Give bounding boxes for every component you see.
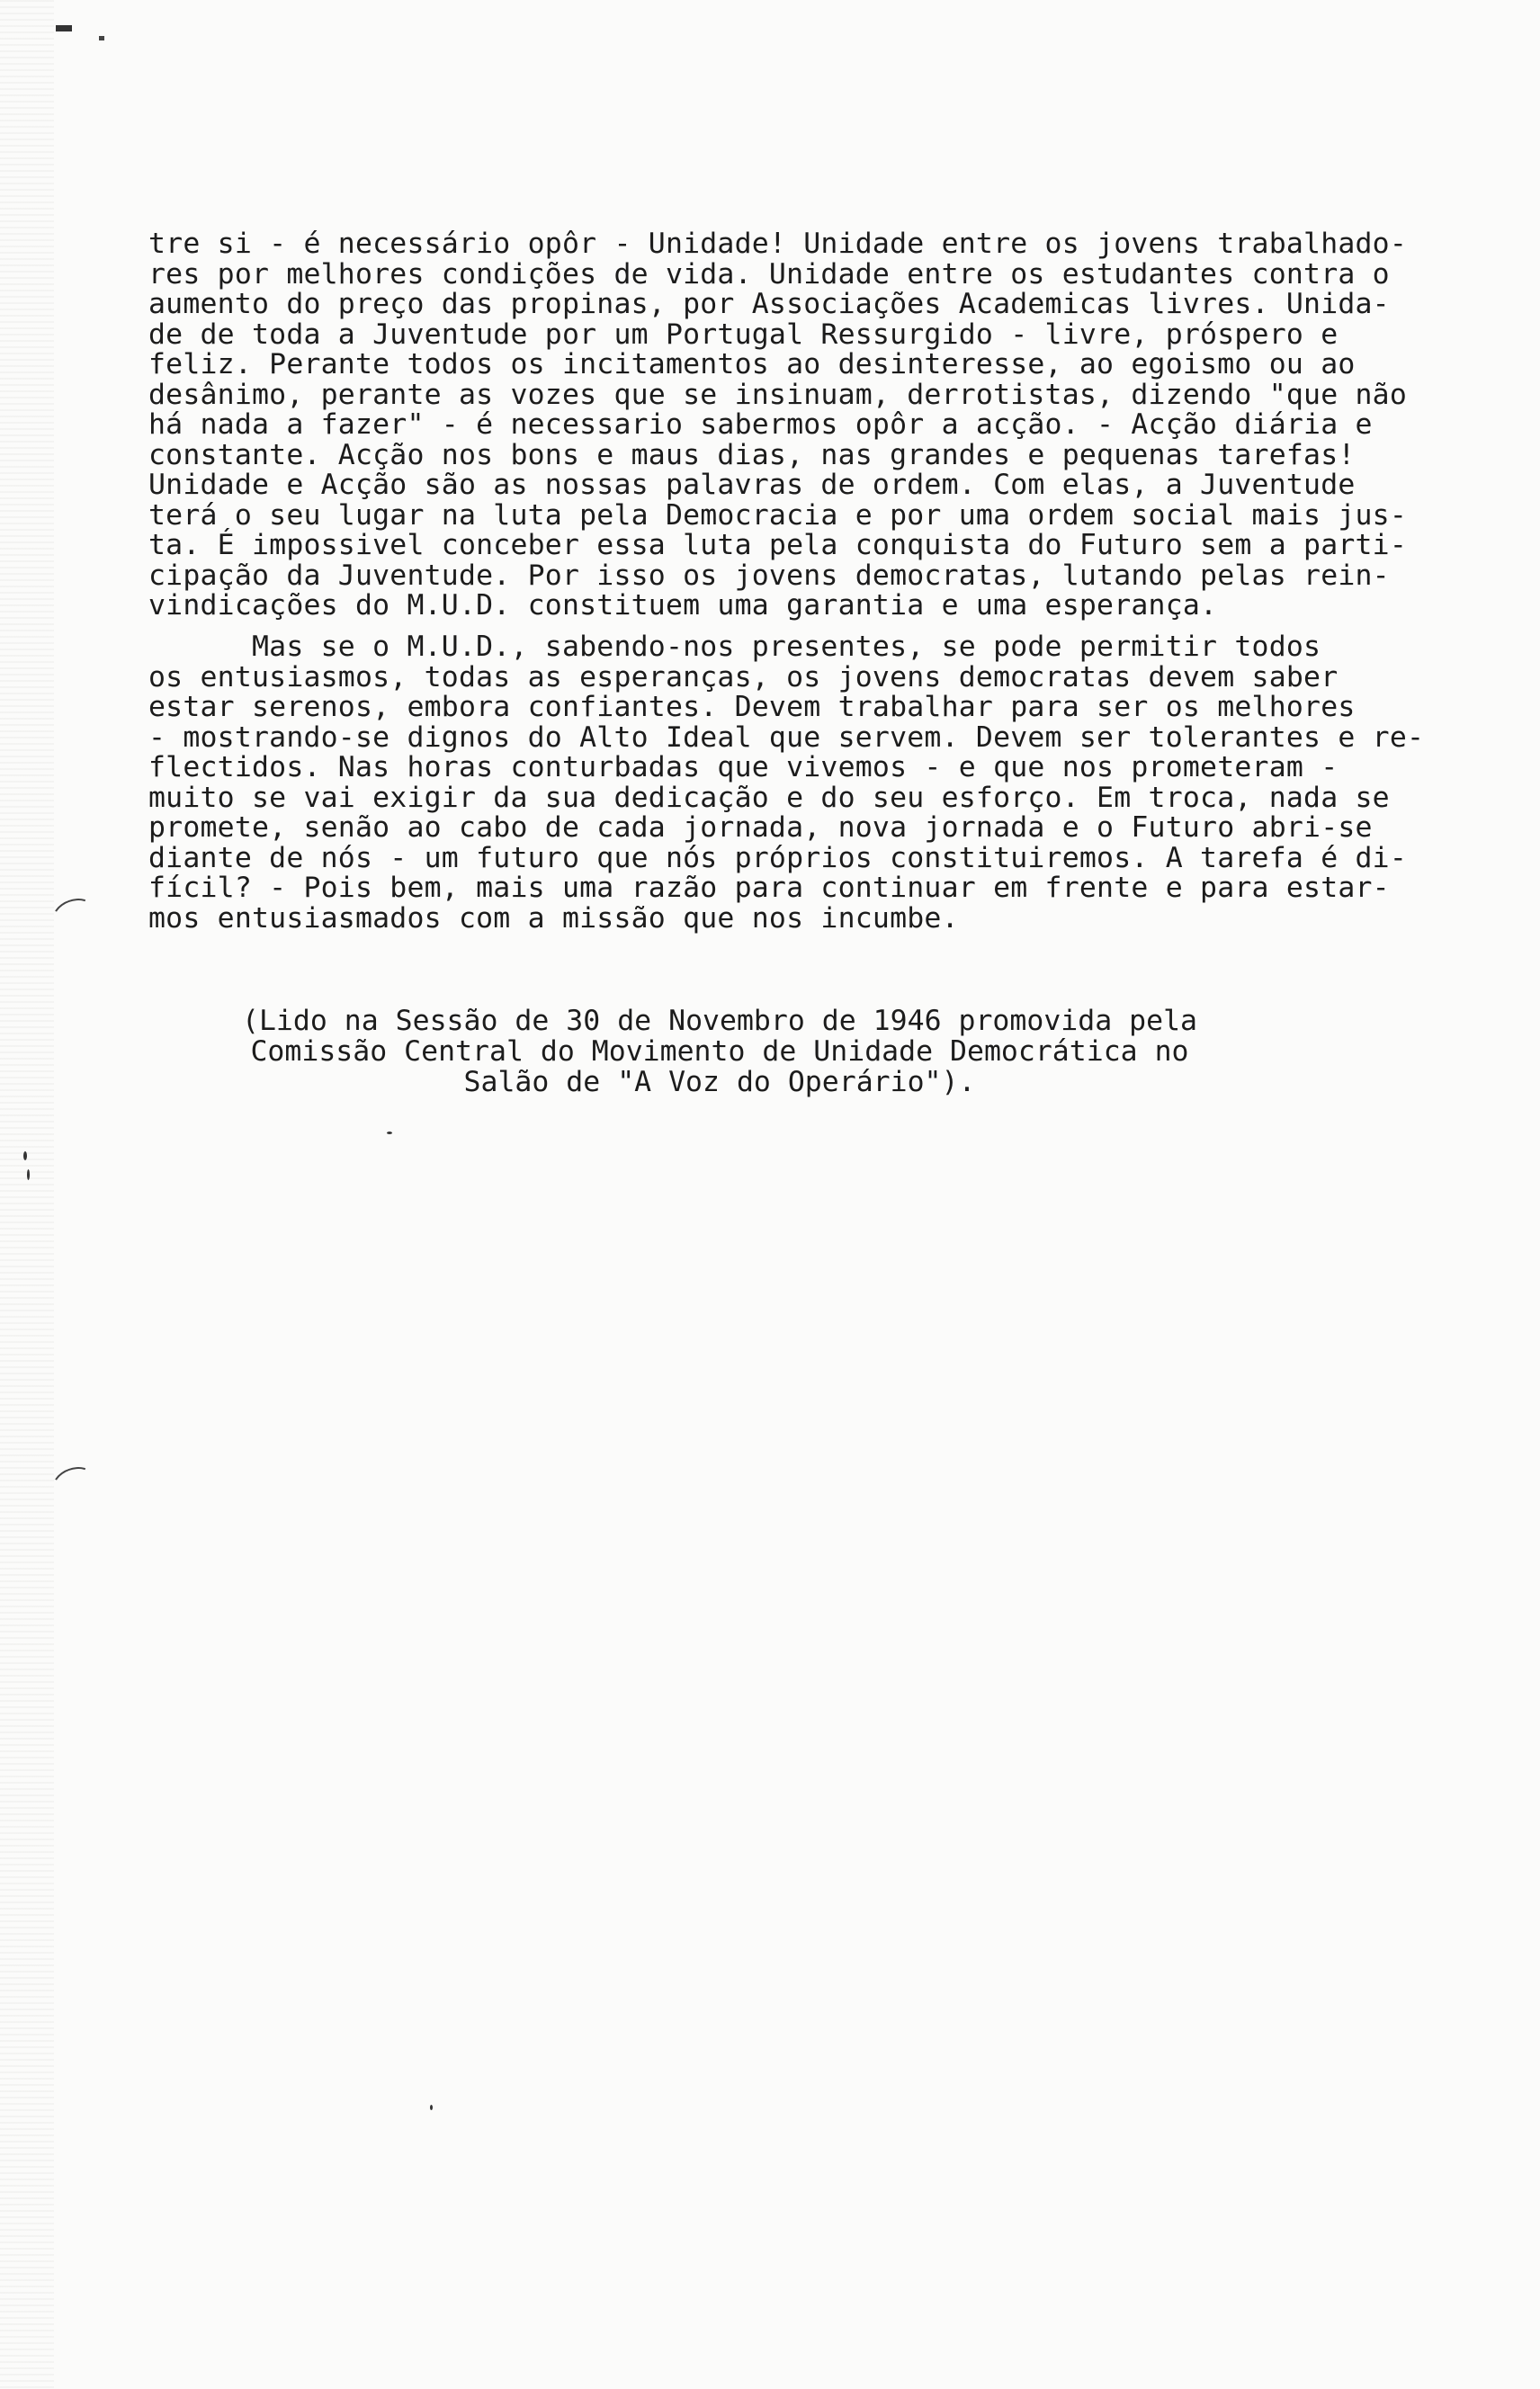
ink-speck <box>27 1169 30 1180</box>
footer-line: Comissão Central do Movimento de Unidade Democrática no <box>250 1035 1189 1068</box>
text-line: fícil? - Pois bem, mais uma razão para continuar em frente e para estar- <box>148 872 1390 904</box>
scan-edge-noise <box>0 0 54 2389</box>
text-line: feliz. Perante todos os incitamentos ao desinteresse, ao egoismo ou ao <box>148 348 1356 380</box>
text-line: diante de nós - um futuro que nós próprios constituiremos. A tarefa é di- <box>148 841 1408 874</box>
text-line: cipação da Juventude. Por isso os jovens democratas, lutando pelas rein- <box>148 559 1390 592</box>
ink-speck <box>387 1132 392 1134</box>
text-line: promete, senão ao cabo de cada jornada, nova jornada e o Futuro abri-se <box>148 811 1373 844</box>
footer-line: Salão de "A Voz do Operário"). <box>463 1066 976 1098</box>
ink-speck <box>23 1151 27 1160</box>
text-line: flectidos. Nas horas conturbadas que vivemos - e que nos prometeram - <box>148 751 1339 783</box>
scan-mark <box>99 36 104 40</box>
text-line: res por melhores condições de vida. Unidade entre os estudantes contra o <box>148 257 1390 291</box>
punch-hole-mark <box>49 1462 100 1505</box>
footer-line: (Lido na Sessão de 30 de Novembro de 1946 promovida pela <box>241 1005 1198 1037</box>
text-line: Mas se o M.U.D., sabendo-nos presentes, se pode permitir todos <box>148 631 1321 663</box>
text-line: constante. Acção nos bons e maus dias, nas grandes e pequenas tarefas! <box>148 438 1356 471</box>
text-line: mos entusiasmados com a missão que nos incumbe. <box>148 901 959 935</box>
text-line: os entusiasmos, todas as esperanças, os jovens democratas devem saber <box>148 660 1339 693</box>
ink-speck <box>430 2105 433 2110</box>
scan-mark <box>56 25 72 31</box>
text-line: tre si - é necessário opôr - Unidade! Unidade entre os jovens trabalhado- <box>148 228 1408 260</box>
text-line: muito se vai exigir da sua dedicação e do seu esforço. Em troca, nada se <box>148 781 1390 814</box>
text-line: de de toda a Juventude por um Portugal Ressurgido - livre, próspero e <box>148 318 1339 351</box>
text-line: aumento do preço das propinas, por Associações Academicas livres. Unida- <box>148 288 1390 320</box>
text-line: há nada a fazer" - é necessario sabermos opôr a acção. - Acção diária e <box>148 408 1373 441</box>
paragraph-1 <box>148 229 1462 622</box>
text-line: vindicações do M.U.D. constituem uma garantia e uma esperança. <box>148 589 1218 622</box>
text-line: ta. É impossivel conceber essa luta pela conquista do Futuro sem a parti- <box>148 529 1408 561</box>
document-footer-note <box>162 1006 1277 1097</box>
text-line: terá o seu lugar na luta pela Democracia e por uma ordem social mais jus- <box>148 498 1408 532</box>
text-line: - mostrando-se dignos do Alto Ideal que servem. Devem ser tolerantes e re- <box>148 720 1425 754</box>
paragraph-2 <box>148 632 1462 934</box>
text-line: estar serenos, embora confiantes. Devem trabalhar para ser os melhores <box>148 691 1356 723</box>
text-line: Unidade e Acção são as nossas palavras de ordem. Com elas, a Juventude <box>148 469 1356 501</box>
text-line: desânimo, perante as vozes que se insinuam, derrotistas, dizendo "que não <box>148 378 1408 411</box>
punch-hole-mark <box>49 893 100 936</box>
